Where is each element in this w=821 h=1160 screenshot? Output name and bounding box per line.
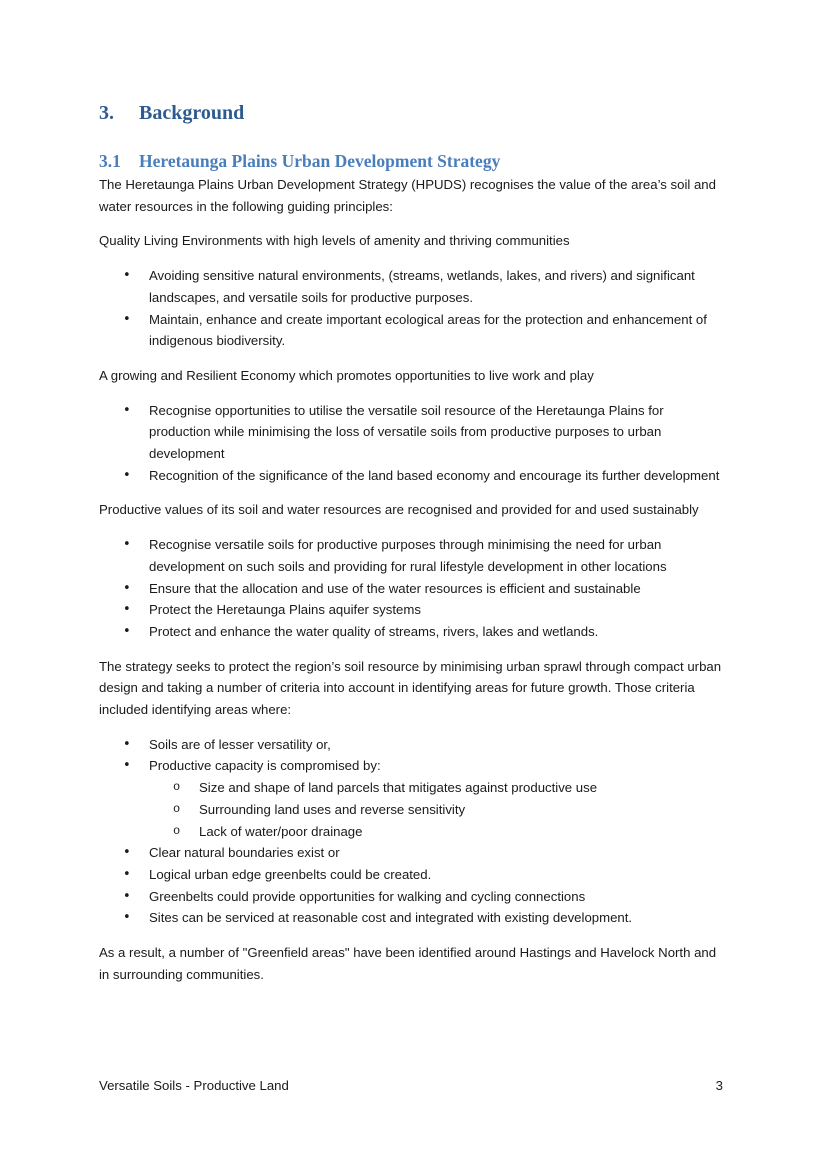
list-item: • Clear natural boundaries exist or <box>99 842 725 864</box>
list-item <box>99 755 725 842</box>
bullet-list <box>99 265 725 352</box>
sub-list-item: o Surrounding land uses and reverse sensitivity <box>149 799 725 821</box>
principle-heading: Productive values of its soil and water resources are recognised and provided for and used sustainably <box>99 502 699 518</box>
document-page <box>99 98 725 999</box>
section-title: Background <box>139 102 245 124</box>
principle-heading: A growing and Resilient Economy which promotes opportunities to live work and play <box>99 367 594 383</box>
list-item: • Soils are of lesser versatility or, <box>99 734 725 756</box>
list-item: • Logical urban edge greenbelts could be created. <box>99 864 725 886</box>
list-item: • Recognise versatile soils for productive purposes through minimising the need for urban development on such soils and providing for rural lifestyle development in other locations <box>99 534 725 577</box>
list-item: • Recognise opportunities to utilise the versatile soil resource of the Heretaunga Plains for production while minimising the loss of versatile soils from productive purposes to urban development <box>99 400 725 465</box>
footer-title: Versatile Soils - Productive Land <box>99 1078 289 1093</box>
strategy-paragraph: The strategy seeks to protect the region’s soil resource by minimising urban sprawl through compact urban design and taking a number of criteria into account in identifying areas for future growth. Those criteria included identifying areas where: <box>99 658 722 718</box>
subsection-number: 3.1 <box>99 151 121 171</box>
list-item: • Ensure that the allocation and use of the water resources is efficient and sustainable <box>99 578 725 600</box>
sub-list-item: o Lack of water/poor drainage <box>149 821 725 843</box>
page-number: 3 <box>715 1078 723 1093</box>
list-item: • Protect and enhance the water quality of streams, rivers, lakes and wetlands. <box>99 621 725 643</box>
page-footer <box>99 1076 725 1096</box>
bullet-list <box>99 400 725 487</box>
subsection-heading <box>99 148 725 174</box>
conclusion-paragraph: As a result, a number of "Greenfield areas" have been identified around Hastings and Havelock North and in surrounding communities. <box>99 945 717 982</box>
subsection-title: Heretaunga Plains Urban Development Strategy <box>139 151 501 171</box>
principle-heading: Quality Living Environments with high levels of amenity and thriving communities <box>99 233 570 249</box>
criteria-list <box>99 734 725 929</box>
list-item: • Maintain, enhance and create important ecological areas for the protection and enhancement of indigenous biodiversity. <box>99 309 725 352</box>
sub-list <box>149 777 725 842</box>
section-number: 3. <box>99 102 114 124</box>
section-heading <box>99 98 725 128</box>
list-item: • Avoiding sensitive natural environments, (streams, wetlands, lakes, and rivers) and significant landscapes, and versatile soils for productive purposes. <box>99 265 725 308</box>
list-item: • Protect the Heretaunga Plains aquifer systems <box>99 599 725 621</box>
list-item: • Sites can be serviced at reasonable cost and integrated with existing development. <box>99 907 725 929</box>
bullet-list <box>99 534 725 643</box>
list-item-text: Productive capacity is compromised by: <box>149 758 381 774</box>
sub-list-item: o Size and shape of land parcels that mitigates against productive use <box>149 777 725 799</box>
list-item: • Recognition of the significance of the land based economy and encourage its further development <box>99 465 725 487</box>
intro-paragraph: The Heretaunga Plains Urban Development Strategy (HPUDS) recognises the value of the area’s soil and water resources in the following guiding principles: <box>99 177 716 214</box>
list-item: • Greenbelts could provide opportunities for walking and cycling connections <box>99 886 725 908</box>
